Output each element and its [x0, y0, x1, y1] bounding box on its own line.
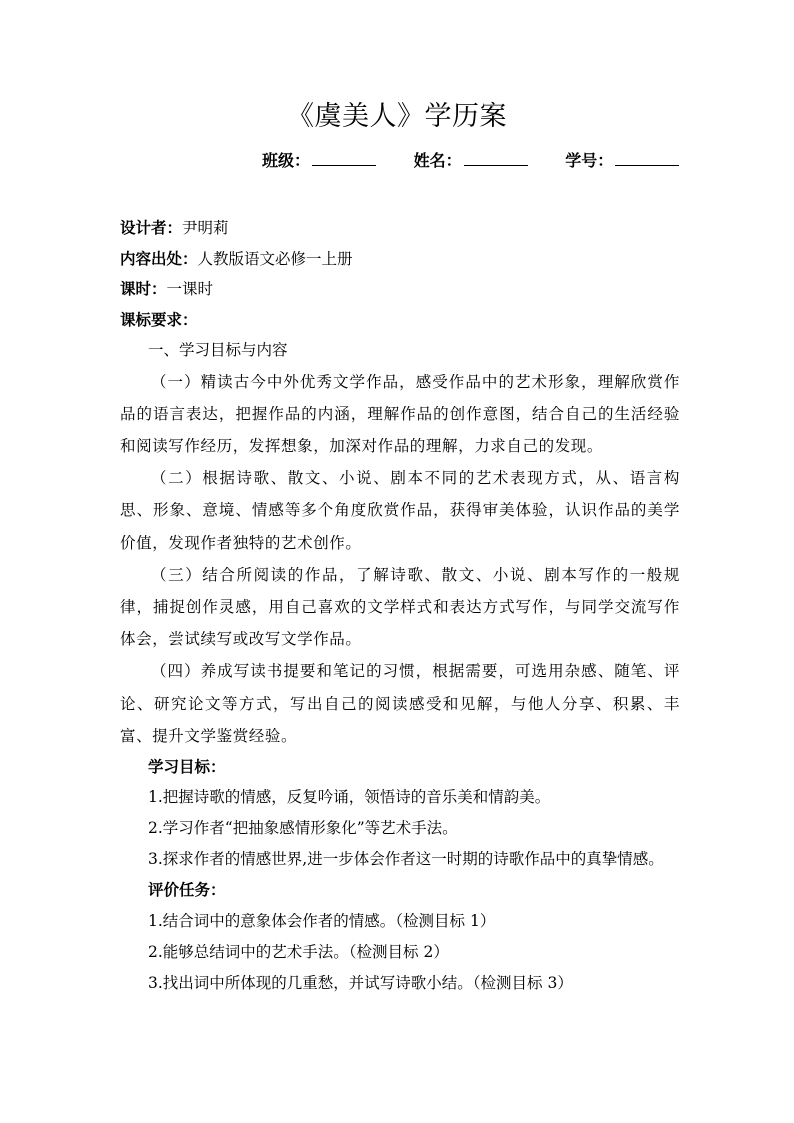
- name-blank[interactable]: [464, 151, 528, 166]
- lesson-hours-value: 一课时: [166, 280, 214, 298]
- name-field: [414, 148, 528, 171]
- name-label: 姓名：: [413, 151, 462, 170]
- task-item: 3.找出词中所体现的几重愁，并试写诗歌小结。（检测目标 3）: [148, 973, 573, 992]
- student-id-label: 学号：: [565, 151, 614, 170]
- curriculum-line: [120, 305, 680, 336]
- goal-item: 2.学习作者“把抽象感情形象化”等艺术手法。: [148, 819, 458, 838]
- curriculum-label: 课标要求：: [120, 309, 198, 329]
- goals-heading: 学习目标：: [148, 756, 226, 776]
- designer-line: [120, 213, 680, 244]
- class-label: 班级：: [262, 151, 311, 170]
- task-item: 2.能够总结词中的艺术手法。（检测目标 2）: [148, 942, 449, 961]
- designer-label: 设计者：: [120, 218, 183, 237]
- class-field: [262, 148, 376, 171]
- paragraph: （一）精读古今中外优秀文学作品，感受作品中的艺术形象，理解欣赏作品的语言表达，把握作品的内涵，理解作品的创作意图，结合自己的生活经验和阅读写作经历，发挥想象，加深对作品的理解，力求自己的发现。: [120, 372, 680, 455]
- task-item: 1.结合词中的意象体会作者的情感。（检测目标 1）: [148, 911, 496, 930]
- section-heading: 一、学习目标与内容: [148, 341, 288, 359]
- source-value: 人教版语文必修一上册: [197, 249, 353, 268]
- student-id-blank[interactable]: [615, 151, 679, 166]
- tasks-heading: 评价任务：: [148, 880, 226, 900]
- source-line: [120, 244, 680, 275]
- document-body: [120, 213, 680, 999]
- student-info-fields: [262, 148, 711, 171]
- lesson-hours-line: [120, 274, 680, 305]
- paragraph: （三）结合所阅读的作品，了解诗歌、散文、小说、剧本写作的一般规律，捕捉创作灵感，用自己喜欢的文学样式和表达方式写作，与同学交流写作体会，尝试续写或改写文学作品。: [120, 565, 680, 649]
- document-title: 《虞美人》学历案: [287, 101, 507, 132]
- student-id-field: [565, 148, 679, 171]
- designer-value: 尹明莉: [182, 219, 229, 237]
- paragraph: （四）养成写读书提要和笔记的习惯，根据需要，可选用杂感、随笔、评论、研究论文等方式，写出自己的阅读感受和见解，与他人分享、积累、丰富、提升文学鉴赏经验。: [120, 662, 680, 745]
- goal-item: 1.把握诗歌的情感，反复吟诵，领悟诗的音乐美和情韵美。: [148, 788, 551, 807]
- goal-item: 3.探求作者的情感世界,进一步体会作者这一时期的诗歌作品中的真挚情感。: [148, 850, 664, 869]
- class-blank[interactable]: [312, 151, 376, 166]
- paragraph: （二）根据诗歌、散文、小说、剧本不同的艺术表现方式，从、语言构思、形象、意境、情感等多个角度欣赏作品，获得审美体验，认识作品的美学价值，发现作者独特的艺术创作。: [120, 469, 680, 552]
- source-label: 内容出处：: [120, 248, 198, 268]
- lesson-hours-label: 课时：: [120, 279, 167, 298]
